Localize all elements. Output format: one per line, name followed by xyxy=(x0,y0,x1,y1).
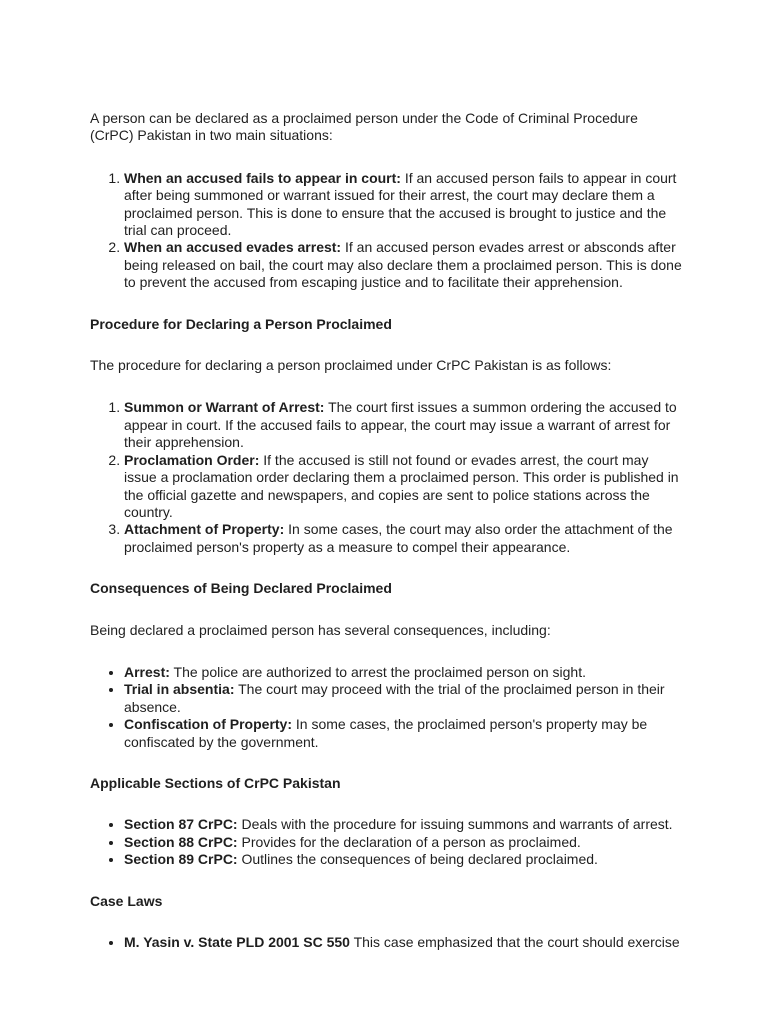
list-item-text: In some cases, the court may also order the attachment of the proclaimed person's property as a measure to compel their appearance. xyxy=(124,521,673,555)
list-item-text: If an accused person fails to appear in court after being summoned or warrant issued for their arrest, the court may declare them a proclaimed person. This is done to ensure that the accused is brought to justice and the trial can proceed. xyxy=(124,169,677,239)
list-item-text: If an accused person evades arrest or absconds after being released on bail, the court may also declare them a proclaimed person. This is done to prevent the accused from escaping justice and to facilitate their apprehension. xyxy=(124,239,682,291)
list-item xyxy=(124,664,684,681)
list-item xyxy=(124,716,684,751)
procedure-heading: Procedure for Declaring a Person Proclaimed xyxy=(90,315,392,332)
list-item-term: Section 88 CrPC: xyxy=(124,833,238,850)
list-item-text: This case emphasized that the court should exercise xyxy=(349,934,680,950)
list-item-term: Proclamation Order: xyxy=(124,451,260,468)
list-item-text: Deals with the procedure for issuing summons and warrants of arrest. xyxy=(237,816,673,833)
list-item-term: When an accused evades arrest: xyxy=(124,239,342,256)
list-item-term: Arrest: xyxy=(124,663,170,680)
sections-heading: Applicable Sections of CrPC Pakistan xyxy=(90,774,341,791)
procedure-intro: The procedure for declaring a person proclaimed under CrPC Pakistan is as follows: xyxy=(90,357,612,374)
list-item-term: Section 89 CrPC: xyxy=(124,851,238,868)
sections-list xyxy=(90,816,684,868)
list-item-text: Provides for the declaration of a person as proclaimed. xyxy=(237,833,581,850)
list-item xyxy=(124,521,684,556)
case-laws-heading: Case Laws xyxy=(90,892,163,909)
list-item-text: The police are authorized to arrest the proclaimed person on sight. xyxy=(169,663,586,680)
list-item-text: Outlines the consequences of being declared proclaimed. xyxy=(237,851,598,868)
list-item xyxy=(124,399,684,451)
list-item-term: M. Yasin v. State PLD 2001 SC 550 xyxy=(124,934,350,950)
list-item-term: Trial in absentia: xyxy=(124,681,235,698)
list-item xyxy=(124,851,684,868)
case-laws-list xyxy=(90,934,684,951)
list-item-term: Section 87 CrPC: xyxy=(124,816,238,833)
list-item xyxy=(124,452,684,522)
list-item-term: When an accused fails to appear in court: xyxy=(124,169,401,186)
list-item-text: The court first issues a summon ordering the accused to appear in court. If the accused fails to appear, the court may issue a warrant of arrest for their apprehension. xyxy=(124,399,677,451)
list-item-term: Attachment of Property: xyxy=(124,521,285,538)
list-item xyxy=(124,170,684,240)
list-item xyxy=(124,934,684,951)
list-item xyxy=(124,816,684,833)
list-item xyxy=(124,239,684,291)
document-page xyxy=(90,110,684,975)
procedure-list xyxy=(90,399,684,556)
consequences-heading: Consequences of Being Declared Proclaimed xyxy=(90,580,392,597)
list-item-text: In some cases, the proclaimed person's property may be confiscated by the government. xyxy=(124,716,648,750)
consequences-list xyxy=(90,664,684,751)
list-item xyxy=(124,681,684,716)
list-item-term: Summon or Warrant of Arrest: xyxy=(124,399,325,416)
list-item-text: If the accused is still not found or evades arrest, the court may issue a proclamation order declaring them a proclaimed person. This order is published in the official gazette and newspapers, and copies are sent to police stations across the country. xyxy=(124,451,679,520)
intro-paragraph: A person can be declared as a proclaimed person under the Code of Criminal Procedure (CrPC) Pakistan in two main situations: xyxy=(90,110,638,144)
situations-list xyxy=(90,170,684,292)
consequences-intro: Being declared a proclaimed person has several consequences, including: xyxy=(90,621,551,638)
list-item xyxy=(124,834,684,851)
list-item-term: Confiscation of Property: xyxy=(124,716,293,733)
list-item-text: The court may proceed with the trial of the proclaimed person in their absence. xyxy=(124,681,665,715)
